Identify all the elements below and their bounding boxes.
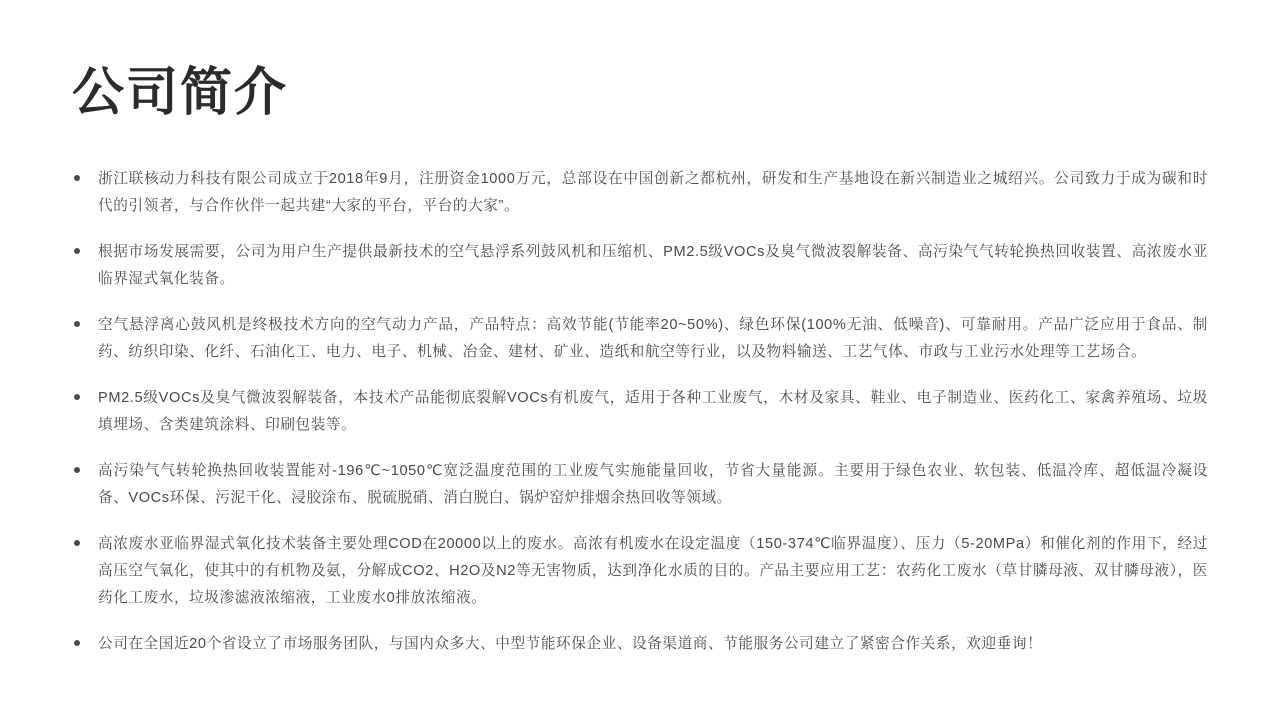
- page-title: 公司简介: [72, 64, 289, 122]
- list-item-text: 根据市场发展需要，公司为用户生产提供最新技术的空气悬浮系列鼓风机和压缩机、PM2.5级VOCs及臭气微波裂解装备、高污染气气转轮换热回收装置、高浓废水亚临界湿式氧化装备。: [98, 244, 1208, 288]
- bullet-dot-icon: [74, 640, 80, 646]
- list-item: [72, 239, 1208, 293]
- list-item-text: 高污染气气转轮换热回收装置能对-196℃~1050℃宽泛温度范围的工业废气实施能量回收，节省大量能源。主要用于绿色农业、软包装、低温冷库、超低温冷凝设备、VOCs环保、污泥干化、浸胶涂布、脱硫脱硝、消白脱白、锅炉窑炉排烟余热回收等领域。: [98, 463, 1208, 507]
- list-item: [72, 631, 1208, 658]
- list-item-text: 公司在全国近20个省设立了市场服务团队，与国内众多大、中型节能环保企业、设备渠道商、节能服务公司建立了紧密合作关系，欢迎垂询！: [98, 636, 1043, 653]
- bullet-dot-icon: [74, 248, 80, 254]
- list-item-text: 空气悬浮离心鼓风机是终极技术方向的空气动力产品，产品特点：高效节能(节能率20~50%)、绿色环保(100%无油、低噪音)、可靠耐用。产品广泛应用于食品、制药、纺织印染、化纤、石油化工、电力、电子、机械、冶金、建材、矿业、造纸和航空等行业，以及物料输送、工艺气体、市政与工业污水处理等工艺场合。: [98, 317, 1208, 361]
- list-item-text: 浙江联核动力科技有限公司成立于2018年9月，注册资金1000万元，总部设在中国创新之都杭州，研发和生产基地设在新兴制造业之城绍兴。公司致力于成为碳和时代的引领者，与合作伙伴一起共建“大家的平台，平台的大家”。: [98, 171, 1208, 215]
- list-item-text: PM2.5级VOCs及臭气微波裂解装备，本技术产品能彻底裂解VOCs有机废气，适用于各种工业废气，木材及家具、鞋业、电子制造业、医药化工、家禽养殖场、垃圾填埋场、含类建筑涂料、印刷包装等。: [98, 390, 1208, 434]
- list-item: [72, 312, 1208, 366]
- bullet-dot-icon: [74, 394, 80, 400]
- bullet-dot-icon: [74, 321, 80, 327]
- list-item: [72, 458, 1208, 512]
- bullet-dot-icon: [74, 540, 80, 546]
- list-item-text: 高浓废水亚临界湿式氧化技术装备主要处理COD在20000以上的废水。高浓有机废水在设定温度（150-374℃临界温度）、压力（5-20MPa）和催化剂的作用下，经过高压空气氧化，使其中的有机物及氨，分解成CO2、H2O及N2等无害物质，达到净化水质的目的。产品主要应用工艺：农药化工废水（草甘膦母液、双甘膦母液），医药化工废水，垃圾渗滤液浓缩液，工业废水0排放浓缩液。: [98, 536, 1208, 607]
- list-item: [72, 166, 1208, 220]
- company-profile-bullet-list: [72, 166, 1208, 658]
- bullet-dot-icon: [74, 467, 80, 473]
- bullet-dot-icon: [74, 175, 80, 181]
- list-item: [72, 385, 1208, 439]
- list-item: [72, 531, 1208, 612]
